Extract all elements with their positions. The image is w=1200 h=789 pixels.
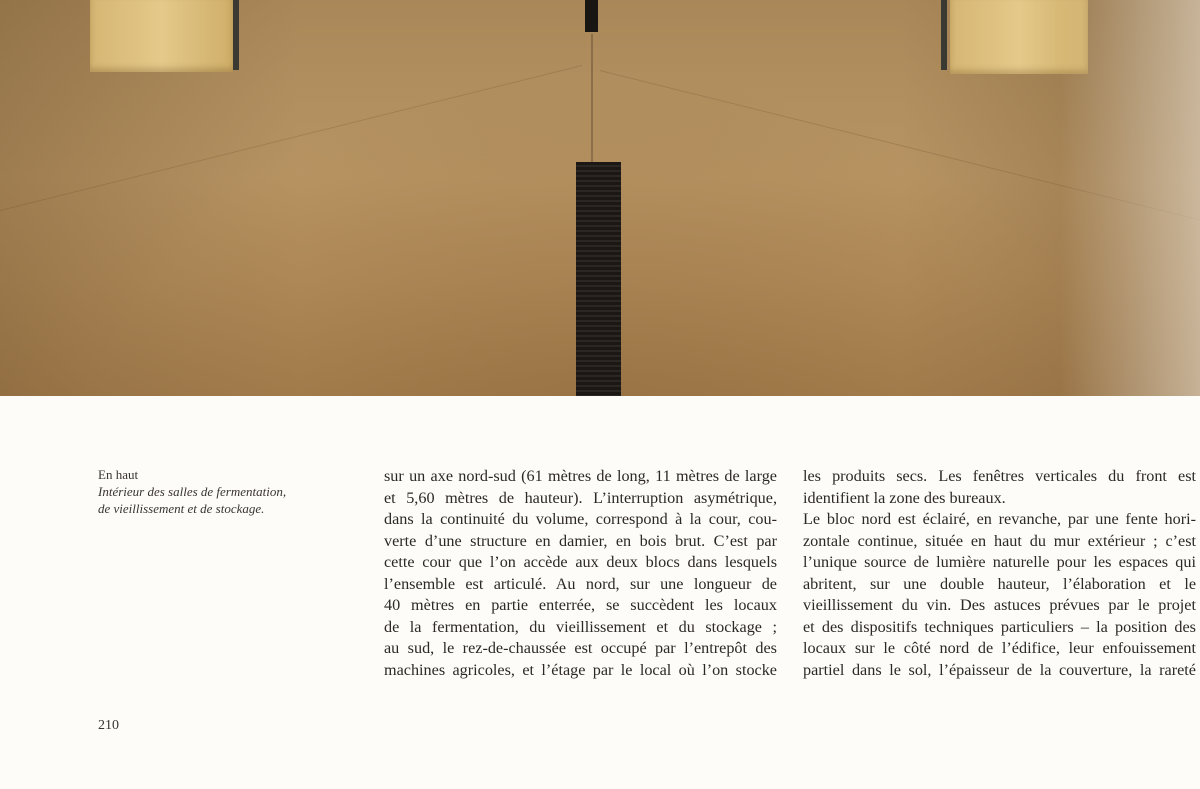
caption-title: En haut bbox=[98, 467, 139, 482]
text-line: dans la continuité du volume, correspond à la cour, cou- bbox=[384, 510, 777, 528]
body-column-middle bbox=[384, 466, 777, 681]
text-line: Le bloc nord est éclairé, en revanche, par une fente hori- bbox=[803, 510, 1196, 528]
text-line: au sud, le rez-de-chaussée est occupé par l’entrepôt des bbox=[384, 639, 777, 657]
caption-text-line: Intérieur des salles de fermentation, bbox=[98, 484, 287, 499]
text-line: 40 mètres en partie enterrée, se succèdent les locaux bbox=[384, 596, 777, 614]
text-line: locaux sur le côté nord de l’édifice, leur enfouissement bbox=[803, 639, 1196, 657]
floor-slot bbox=[591, 34, 593, 162]
text-line: abritent, sur une double hauteur, l’élaboration et le bbox=[803, 574, 1196, 593]
text-line: les produits secs. Les fenêtres verticales du front est bbox=[803, 467, 1196, 485]
text-line: sur un axe nord-sud (61 mètres de long, 11 mètres de large bbox=[384, 467, 777, 485]
text-line: et 5,60 mètres de hauteur). L’interruption asymétrique, bbox=[384, 488, 777, 507]
caption-text-line: de vieillissement et de stockage. bbox=[98, 501, 265, 516]
photo-edge-glow bbox=[1060, 0, 1200, 396]
page-number: 210 bbox=[98, 718, 119, 733]
text-line: l’ensemble est articulé. Au nord, sur une longueur de bbox=[384, 574, 777, 593]
text-line: de la fermentation, du vieillissement et du stockage ; bbox=[384, 617, 777, 636]
text-line: machines agricoles, et l’étage par le local où l’on stocke bbox=[384, 660, 777, 679]
text-line: partiel dans le sol, l’épaisseur de la couverture, la rareté bbox=[803, 660, 1196, 679]
floor-drain-near bbox=[576, 162, 621, 396]
left-pillar bbox=[90, 0, 233, 72]
left-pillar-edge bbox=[233, 0, 239, 70]
text-line: l’unique source de lumière naturelle pour les espaces qui bbox=[803, 553, 1196, 571]
text-line: cette cour que l’on accède aux deux blocs dans lesquels bbox=[384, 553, 777, 571]
text-line: verte d’une structure en damier, en bois brut. C’est par bbox=[384, 531, 777, 550]
text-line: zontale continue, située en haut du mur extérieur ; c’est bbox=[803, 531, 1196, 550]
floor-drain-far bbox=[585, 0, 598, 32]
body-column-right bbox=[803, 466, 1196, 681]
right-pillar-edge bbox=[941, 0, 947, 70]
text-line: identifient la zone des bureaux. bbox=[803, 488, 1006, 507]
text-line: vieillissement du vin. Des astuces prévues par le projet bbox=[803, 596, 1196, 614]
photo-caption bbox=[98, 466, 328, 517]
text-line: et des dispositifs techniques particuliers – la position des bbox=[803, 617, 1196, 636]
